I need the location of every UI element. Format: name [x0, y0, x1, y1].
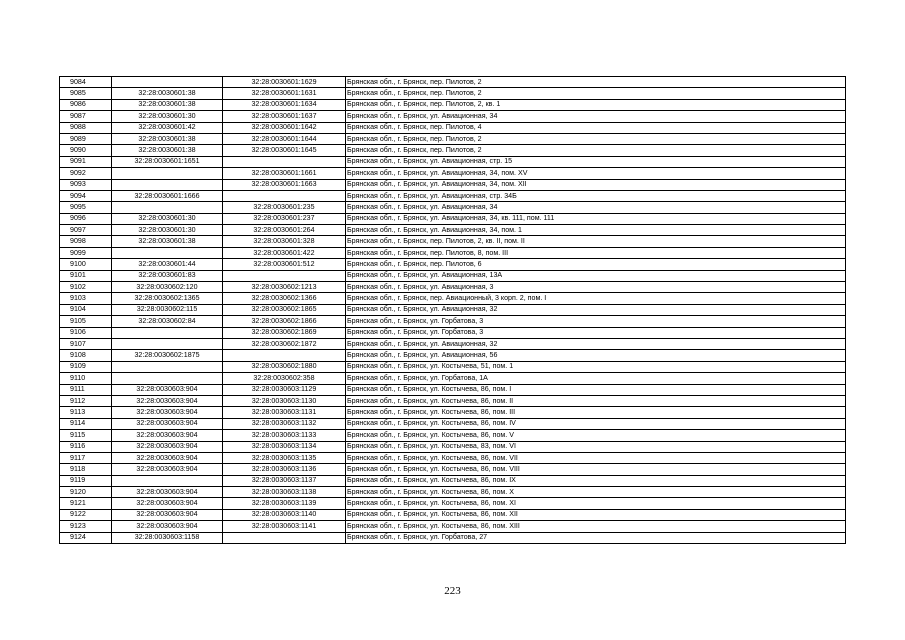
table-row — [60, 111, 846, 122]
address-cell: Брянская обл., г. Брянск, ул. Костычева, 86, пом. IX — [346, 475, 846, 486]
table-row — [60, 247, 846, 258]
registry-table — [59, 76, 846, 544]
table-row — [60, 361, 846, 372]
address-cell: Брянская обл., г. Брянск, ул. Костычева, 86, пом. V — [346, 430, 846, 441]
table-row — [60, 225, 846, 236]
cadastral-number-2-cell — [223, 350, 346, 361]
cadastral-number-1-cell: 32:28:0030601:30 — [112, 225, 223, 236]
cadastral-number-1-cell: 32:28:0030603:904 — [112, 509, 223, 520]
table-row — [60, 99, 846, 110]
row-number-cell: 9108 — [60, 350, 112, 361]
row-number-cell: 9089 — [60, 133, 112, 144]
table-row — [60, 350, 846, 361]
row-number-cell: 9107 — [60, 338, 112, 349]
row-number-cell: 9093 — [60, 179, 112, 190]
cadastral-number-2-cell: 32:28:0030603:1134 — [223, 441, 346, 452]
table-row — [60, 213, 846, 224]
table-row — [60, 168, 846, 179]
row-number-cell: 9105 — [60, 316, 112, 327]
cadastral-number-2-cell: 32:28:0030603:1136 — [223, 464, 346, 475]
table-row — [60, 452, 846, 463]
address-cell: Брянская обл., г. Брянск, пер. Пилотов, 2, кв. II, пом. II — [346, 236, 846, 247]
cadastral-number-1-cell: 32:28:0030602:115 — [112, 304, 223, 315]
address-cell: Брянская обл., г. Брянск, ул. Костычева, 86, пом. II — [346, 395, 846, 406]
table-row — [60, 88, 846, 99]
cadastral-number-1-cell: 32:28:0030603:904 — [112, 441, 223, 452]
address-cell: Брянская обл., г. Брянск, ул. Костычева, 86, пом. XIII — [346, 521, 846, 532]
table-row — [60, 304, 846, 315]
address-cell: Брянская обл., г. Брянск, ул. Авиационная, 34 — [346, 202, 846, 213]
row-number-cell: 9090 — [60, 145, 112, 156]
address-cell: Брянская обл., г. Брянск, пер. Пилотов, 2 — [346, 88, 846, 99]
cadastral-number-1-cell: 32:28:0030603:904 — [112, 452, 223, 463]
table-row — [60, 475, 846, 486]
table-row — [60, 532, 846, 543]
row-number-cell: 9109 — [60, 361, 112, 372]
cadastral-number-2-cell: 32:28:0030601:1645 — [223, 145, 346, 156]
cadastral-number-2-cell: 32:28:0030601:1644 — [223, 133, 346, 144]
row-number-cell: 9085 — [60, 88, 112, 99]
row-number-cell: 9123 — [60, 521, 112, 532]
address-cell: Брянская обл., г. Брянск, пер. Пилотов, 2, кв. 1 — [346, 99, 846, 110]
table-row — [60, 293, 846, 304]
cadastral-number-2-cell: 32:28:0030601:512 — [223, 259, 346, 270]
table-row — [60, 487, 846, 498]
table-row — [60, 202, 846, 213]
address-cell: Брянская обл., г. Брянск, ул. Костычева, 86, пом. XI — [346, 498, 846, 509]
cadastral-number-2-cell: 32:28:0030601:422 — [223, 247, 346, 258]
cadastral-number-1-cell: 32:28:0030601:30 — [112, 213, 223, 224]
table-row — [60, 498, 846, 509]
cadastral-number-1-cell — [112, 338, 223, 349]
cadastral-number-1-cell: 32:28:0030601:38 — [112, 133, 223, 144]
table-row — [60, 77, 846, 88]
cadastral-number-1-cell — [112, 202, 223, 213]
row-number-cell: 9106 — [60, 327, 112, 338]
table-row — [60, 338, 846, 349]
cadastral-number-2-cell: 32:28:0030601:1663 — [223, 179, 346, 190]
cadastral-number-2-cell: 32:28:0030603:1133 — [223, 430, 346, 441]
address-cell: Брянская обл., г. Брянск, ул. Авиационная, 32 — [346, 338, 846, 349]
row-number-cell: 9101 — [60, 270, 112, 281]
row-number-cell: 9084 — [60, 77, 112, 88]
address-cell: Брянская обл., г. Брянск, ул. Горбатова, 3 — [346, 316, 846, 327]
table-row — [60, 373, 846, 384]
cadastral-number-2-cell: 32:28:0030603:1140 — [223, 509, 346, 520]
address-cell: Брянская обл., г. Брянск, ул. Костычева, 86, пом. I — [346, 384, 846, 395]
cadastral-number-2-cell: 32:28:0030601:1661 — [223, 168, 346, 179]
cadastral-number-1-cell: 32:28:0030603:904 — [112, 395, 223, 406]
address-cell: Брянская обл., г. Брянск, ул. Авиационная, 34 — [346, 111, 846, 122]
cadastral-number-1-cell: 32:28:0030601:38 — [112, 99, 223, 110]
cadastral-number-2-cell: 32:28:0030603:1135 — [223, 452, 346, 463]
row-number-cell: 9110 — [60, 373, 112, 384]
address-cell: Брянская обл., г. Брянск, пер. Пилотов, 6 — [346, 259, 846, 270]
cadastral-number-2-cell: 32:28:0030603:1137 — [223, 475, 346, 486]
address-cell: Брянская обл., г. Брянск, пер. Пилотов, 2 — [346, 133, 846, 144]
cadastral-number-2-cell: 32:28:0030602:1213 — [223, 282, 346, 293]
address-cell: Брянская обл., г. Брянск, ул. Костычева, 83, пом. VI — [346, 441, 846, 452]
cadastral-number-2-cell: 32:28:0030603:1130 — [223, 395, 346, 406]
cadastral-number-1-cell: 32:28:0030602:1875 — [112, 350, 223, 361]
address-cell: Брянская обл., г. Брянск, пер. Пилотов, 8, пом. III — [346, 247, 846, 258]
row-number-cell: 9094 — [60, 190, 112, 201]
cadastral-number-2-cell: 32:28:0030603:1138 — [223, 487, 346, 498]
cadastral-number-2-cell: 32:28:0030601:1631 — [223, 88, 346, 99]
address-cell: Брянская обл., г. Брянск, ул. Авиационная, 56 — [346, 350, 846, 361]
cadastral-number-2-cell: 32:28:0030601:1634 — [223, 99, 346, 110]
address-cell: Брянская обл., г. Брянск, ул. Авиационная, 34, кв. 111, пом. 111 — [346, 213, 846, 224]
address-cell: Брянская обл., г. Брянск, ул. Костычева, 86, пом. XII — [346, 509, 846, 520]
address-cell: Брянская обл., г. Брянск, ул. Костычева, 86, пом. III — [346, 407, 846, 418]
row-number-cell: 9117 — [60, 452, 112, 463]
table-row — [60, 156, 846, 167]
cadastral-number-1-cell: 32:28:0030602:84 — [112, 316, 223, 327]
table-row — [60, 122, 846, 133]
cadastral-number-1-cell: 32:28:0030603:1158 — [112, 532, 223, 543]
cadastral-number-1-cell — [112, 168, 223, 179]
cadastral-number-1-cell: 32:28:0030601:38 — [112, 236, 223, 247]
row-number-cell: 9087 — [60, 111, 112, 122]
row-number-cell: 9116 — [60, 441, 112, 452]
row-number-cell: 9086 — [60, 99, 112, 110]
row-number-cell: 9091 — [60, 156, 112, 167]
cadastral-number-1-cell — [112, 475, 223, 486]
cadastral-number-2-cell: 32:28:0030601:237 — [223, 213, 346, 224]
cadastral-number-2-cell: 32:28:0030603:1131 — [223, 407, 346, 418]
cadastral-number-1-cell: 32:28:0030602:1365 — [112, 293, 223, 304]
cadastral-number-2-cell: 32:28:0030601:1637 — [223, 111, 346, 122]
cadastral-number-2-cell: 32:28:0030601:235 — [223, 202, 346, 213]
cadastral-number-2-cell: 32:28:0030603:1139 — [223, 498, 346, 509]
cadastral-number-1-cell — [112, 247, 223, 258]
row-number-cell: 9118 — [60, 464, 112, 475]
cadastral-number-2-cell — [223, 270, 346, 281]
cadastral-number-1-cell: 32:28:0030603:904 — [112, 521, 223, 532]
address-cell: Брянская обл., г. Брянск, ул. Костычева, 86, пом. IV — [346, 418, 846, 429]
row-number-cell: 9115 — [60, 430, 112, 441]
cadastral-number-2-cell: 32:28:0030603:1141 — [223, 521, 346, 532]
address-cell: Брянская обл., г. Брянск, ул. Авиационная, 34, пом. 1 — [346, 225, 846, 236]
table-row — [60, 316, 846, 327]
address-cell: Брянская обл., г. Брянск, ул. Горбатова, 27 — [346, 532, 846, 543]
row-number-cell: 9113 — [60, 407, 112, 418]
table-row — [60, 430, 846, 441]
row-number-cell: 9095 — [60, 202, 112, 213]
row-number-cell: 9104 — [60, 304, 112, 315]
cadastral-number-1-cell — [112, 179, 223, 190]
cadastral-number-1-cell: 32:28:0030603:904 — [112, 487, 223, 498]
table-row — [60, 190, 846, 201]
cadastral-number-1-cell: 32:28:0030603:904 — [112, 430, 223, 441]
cadastral-number-1-cell: 32:28:0030601:1666 — [112, 190, 223, 201]
cadastral-number-1-cell: 32:28:0030603:904 — [112, 407, 223, 418]
cadastral-number-2-cell: 32:28:0030601:328 — [223, 236, 346, 247]
cadastral-number-1-cell — [112, 373, 223, 384]
cadastral-number-1-cell: 32:28:0030601:42 — [112, 122, 223, 133]
address-cell: Брянская обл., г. Брянск, ул. Костычева, 86, пом. X — [346, 487, 846, 498]
cadastral-number-1-cell — [112, 361, 223, 372]
table-row — [60, 145, 846, 156]
address-cell: Брянская обл., г. Брянск, ул. Костычева, 86, пом. VIII — [346, 464, 846, 475]
address-cell: Брянская обл., г. Брянск, ул. Авиационная, стр. 34Б — [346, 190, 846, 201]
table-row — [60, 521, 846, 532]
address-cell: Брянская обл., г. Брянск, ул. Авиационная, стр. 15 — [346, 156, 846, 167]
address-cell: Брянская обл., г. Брянск, ул. Авиационная, 34, пом. XV — [346, 168, 846, 179]
table-row — [60, 259, 846, 270]
cadastral-number-2-cell: 32:28:0030602:358 — [223, 373, 346, 384]
row-number-cell: 9092 — [60, 168, 112, 179]
table-row — [60, 509, 846, 520]
cadastral-number-1-cell: 32:28:0030601:83 — [112, 270, 223, 281]
row-number-cell: 9088 — [60, 122, 112, 133]
row-number-cell: 9119 — [60, 475, 112, 486]
address-cell: Брянская обл., г. Брянск, ул. Авиационная, 13А — [346, 270, 846, 281]
cadastral-number-2-cell: 32:28:0030602:1872 — [223, 338, 346, 349]
cadastral-number-1-cell: 32:28:0030601:38 — [112, 88, 223, 99]
cadastral-number-2-cell: 32:28:0030603:1129 — [223, 384, 346, 395]
cadastral-number-2-cell: 32:28:0030602:1869 — [223, 327, 346, 338]
cadastral-number-1-cell: 32:28:0030603:904 — [112, 464, 223, 475]
address-cell: Брянская обл., г. Брянск, ул. Горбатова, 3 — [346, 327, 846, 338]
address-cell: Брянская обл., г. Брянск, ул. Авиационная, 3 — [346, 282, 846, 293]
table-row — [60, 407, 846, 418]
row-number-cell: 9121 — [60, 498, 112, 509]
cadastral-number-1-cell: 32:28:0030603:904 — [112, 498, 223, 509]
cadastral-number-2-cell: 32:28:0030601:1642 — [223, 122, 346, 133]
table-row — [60, 384, 846, 395]
row-number-cell: 9111 — [60, 384, 112, 395]
table-row — [60, 133, 846, 144]
cadastral-number-2-cell: 32:28:0030601:1629 — [223, 77, 346, 88]
row-number-cell: 9098 — [60, 236, 112, 247]
address-cell: Брянская обл., г. Брянск, пер. Авиационный, 3 корп. 2, пом. I — [346, 293, 846, 304]
address-cell: Брянская обл., г. Брянск, ул. Костычева, 51, пом. 1 — [346, 361, 846, 372]
cadastral-number-1-cell: 32:28:0030603:904 — [112, 418, 223, 429]
cadastral-number-2-cell: 32:28:0030602:1866 — [223, 316, 346, 327]
registry-table-body — [60, 77, 846, 544]
table-row — [60, 282, 846, 293]
row-number-cell: 9099 — [60, 247, 112, 258]
cadastral-number-2-cell: 32:28:0030602:1880 — [223, 361, 346, 372]
row-number-cell: 9120 — [60, 487, 112, 498]
cadastral-number-1-cell: 32:28:0030601:44 — [112, 259, 223, 270]
row-number-cell: 9103 — [60, 293, 112, 304]
table-row — [60, 179, 846, 190]
cadastral-number-1-cell: 32:28:0030602:120 — [112, 282, 223, 293]
table-row — [60, 327, 846, 338]
address-cell: Брянская обл., г. Брянск, пер. Пилотов, 4 — [346, 122, 846, 133]
row-number-cell: 9122 — [60, 509, 112, 520]
address-cell: Брянская обл., г. Брянск, ул. Авиационная, 34, пом. XII — [346, 179, 846, 190]
cadastral-number-2-cell: 32:28:0030602:1865 — [223, 304, 346, 315]
cadastral-number-1-cell: 32:28:0030601:30 — [112, 111, 223, 122]
cadastral-number-1-cell: 32:28:0030603:904 — [112, 384, 223, 395]
cadastral-number-2-cell: 32:28:0030603:1132 — [223, 418, 346, 429]
address-cell: Брянская обл., г. Брянск, ул. Авиационная, 32 — [346, 304, 846, 315]
cadastral-number-2-cell — [223, 156, 346, 167]
page-number: 223 — [444, 585, 461, 597]
row-number-cell: 9100 — [60, 259, 112, 270]
cadastral-number-2-cell — [223, 190, 346, 201]
cadastral-number-2-cell: 32:28:0030601:264 — [223, 225, 346, 236]
table-row — [60, 236, 846, 247]
cadastral-number-1-cell — [112, 77, 223, 88]
cadastral-number-2-cell: 32:28:0030602:1366 — [223, 293, 346, 304]
row-number-cell: 9097 — [60, 225, 112, 236]
address-cell: Брянская обл., г. Брянск, пер. Пилотов, 2 — [346, 77, 846, 88]
table-row — [60, 395, 846, 406]
address-cell: Брянская обл., г. Брянск, ул. Горбатова, 1А — [346, 373, 846, 384]
address-cell: Брянская обл., г. Брянск, пер. Пилотов, 2 — [346, 145, 846, 156]
row-number-cell: 9112 — [60, 395, 112, 406]
cadastral-number-1-cell: 32:28:0030601:1651 — [112, 156, 223, 167]
table-row — [60, 270, 846, 281]
row-number-cell: 9096 — [60, 213, 112, 224]
table-row — [60, 441, 846, 452]
row-number-cell: 9102 — [60, 282, 112, 293]
address-cell: Брянская обл., г. Брянск, ул. Костычева, 86, пом. VII — [346, 452, 846, 463]
row-number-cell: 9124 — [60, 532, 112, 543]
cadastral-number-1-cell: 32:28:0030601:38 — [112, 145, 223, 156]
table-row — [60, 418, 846, 429]
table-row — [60, 464, 846, 475]
cadastral-number-1-cell — [112, 327, 223, 338]
cadastral-number-2-cell — [223, 532, 346, 543]
row-number-cell: 9114 — [60, 418, 112, 429]
